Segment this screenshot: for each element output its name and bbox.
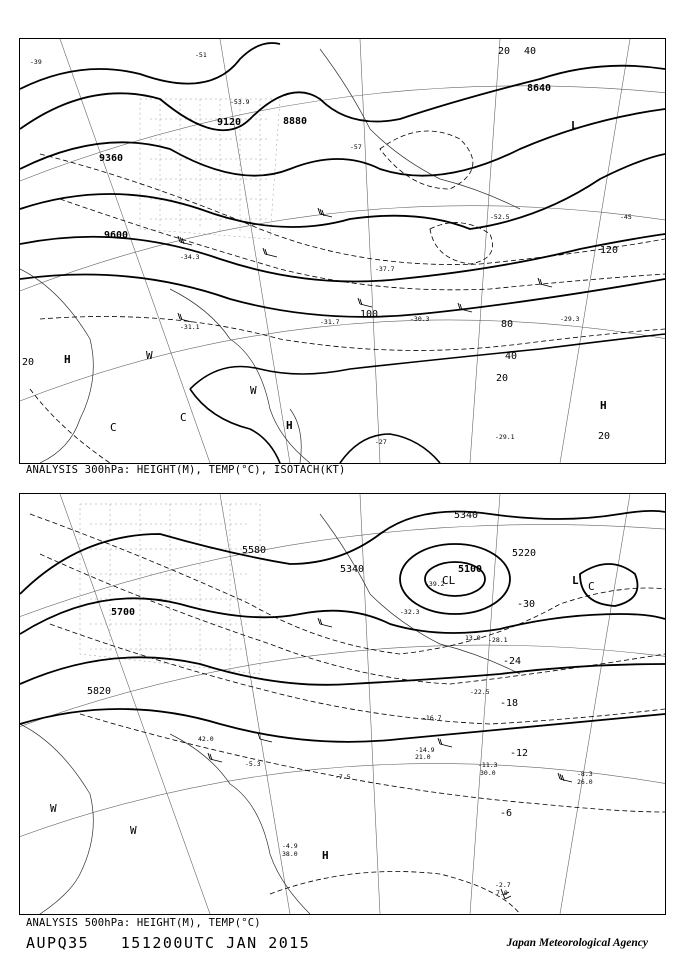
isotach-label: 100	[360, 309, 379, 320]
high-marker: H	[322, 849, 329, 862]
cold-marker: C	[180, 411, 187, 424]
temp-label: -18	[500, 698, 519, 709]
high-marker: H	[600, 399, 607, 412]
height-label: 5340	[454, 510, 479, 521]
station-temp: -52.5	[490, 213, 510, 221]
station-value: 38.0	[282, 850, 298, 858]
isotachs	[30, 131, 665, 463]
high-marker: H	[64, 353, 71, 366]
warm-marker: W	[50, 802, 57, 815]
coastlines	[20, 49, 520, 463]
height-label: 8640	[527, 83, 552, 94]
cold-marker: C	[588, 580, 595, 593]
station-value: -39.2	[425, 580, 445, 588]
station-temp: -57	[350, 143, 362, 151]
bulletin-datetime: 151200UTC JAN 2015	[120, 934, 311, 952]
station-value: 30.0	[480, 769, 496, 777]
height-label: 9600	[104, 230, 129, 241]
land-hatch	[80, 504, 260, 674]
isotach-label: 80	[501, 319, 514, 330]
isotach-label: 120	[600, 245, 619, 256]
station-temp: -30.3	[410, 315, 430, 323]
pressure-centers	[64, 119, 607, 434]
station-value: -5.3	[245, 760, 261, 768]
low-marker: L	[571, 119, 578, 132]
station-value: 21.0	[415, 753, 431, 761]
isotach-20	[190, 334, 665, 463]
station-temp: -31.1	[180, 323, 200, 331]
chart-500hpa-map	[20, 494, 665, 914]
warm-marker: W	[130, 824, 137, 837]
temp-label: -24	[503, 656, 522, 667]
station-temp: -45	[620, 213, 632, 221]
high-marker: H	[286, 419, 293, 432]
height-label: 5220	[512, 548, 537, 559]
station-temp: -29.1	[495, 433, 515, 441]
station-value: -32.3	[400, 608, 420, 616]
land-hatch	[140, 99, 280, 239]
station-value: -7.5	[335, 773, 351, 781]
station-temp: -34.3	[180, 253, 200, 261]
isotach-label: 40	[505, 351, 518, 362]
station-value: -22.5	[470, 688, 490, 696]
station-temp: -51	[195, 51, 207, 59]
temp-label: -6	[500, 808, 513, 819]
chart-300hpa-map	[20, 39, 665, 463]
chart-300hpa	[19, 38, 666, 464]
station-value: -4.9	[282, 842, 298, 850]
warm-marker: W	[146, 349, 153, 362]
height-label: 5340	[340, 564, 365, 575]
height-label: 5820	[87, 686, 112, 697]
caption-300hpa: ANALYSIS 300hPa: HEIGHT(M), TEMP(°C), ISOTACH(KT)	[26, 464, 346, 476]
station-value: -16.7	[422, 714, 442, 722]
temp-label: -30	[517, 599, 536, 610]
cold-low-marker: CL	[442, 574, 456, 587]
height-contours	[20, 43, 665, 317]
station-value: 42.0	[198, 735, 214, 743]
station-value: -28.1	[488, 636, 508, 644]
station-value: 26.0	[577, 778, 593, 786]
isotach-labels	[22, 46, 618, 442]
chart-500hpa	[19, 493, 666, 915]
station-samples	[198, 580, 593, 897]
height-label: 5700	[111, 607, 136, 618]
warm-marker: W	[250, 384, 257, 397]
height-label: 9120	[217, 117, 242, 128]
isotach-label: 20	[598, 431, 611, 442]
station-value: -11.3	[478, 761, 498, 769]
height-label: 5100	[458, 564, 483, 575]
cold-marker: C	[110, 421, 117, 434]
station-value: 13.0	[465, 634, 481, 642]
height-labels	[87, 510, 536, 697]
height-label: 9360	[99, 153, 124, 164]
caption-500hpa: ANALYSIS 500hPa: HEIGHT(M), TEMP(°C)	[26, 917, 261, 929]
isotach-label: 20	[22, 357, 35, 368]
station-value: 7.0	[496, 889, 508, 897]
bulletin-header	[26, 934, 310, 952]
isotach-label: 40	[524, 46, 537, 57]
temp-label: -12	[510, 748, 529, 759]
station-temp: -37.7	[375, 265, 395, 273]
isotach-label: 20	[496, 373, 509, 384]
height-label: 8880	[283, 116, 308, 127]
station-value: -8.3	[577, 770, 593, 778]
temperature-labels	[500, 599, 535, 819]
low-marker: L	[572, 574, 579, 587]
bulletin-code: AUPQ35	[26, 934, 90, 952]
station-value: -14.9	[415, 746, 435, 754]
station-temp: -39	[30, 58, 42, 66]
station-temp: -53.9	[230, 98, 250, 106]
station-temp: -27	[375, 438, 387, 446]
agency-name: Japan Meteorological Agency	[506, 937, 648, 949]
height-label: 5580	[242, 545, 267, 556]
isotach-label: 20	[498, 46, 511, 57]
height-labels	[99, 83, 551, 241]
station-value: -2.7	[495, 881, 511, 889]
station-temp: -31.7	[320, 318, 340, 326]
station-temp: -29.3	[560, 315, 580, 323]
graticule	[20, 494, 665, 914]
temperature-samples	[30, 51, 632, 446]
